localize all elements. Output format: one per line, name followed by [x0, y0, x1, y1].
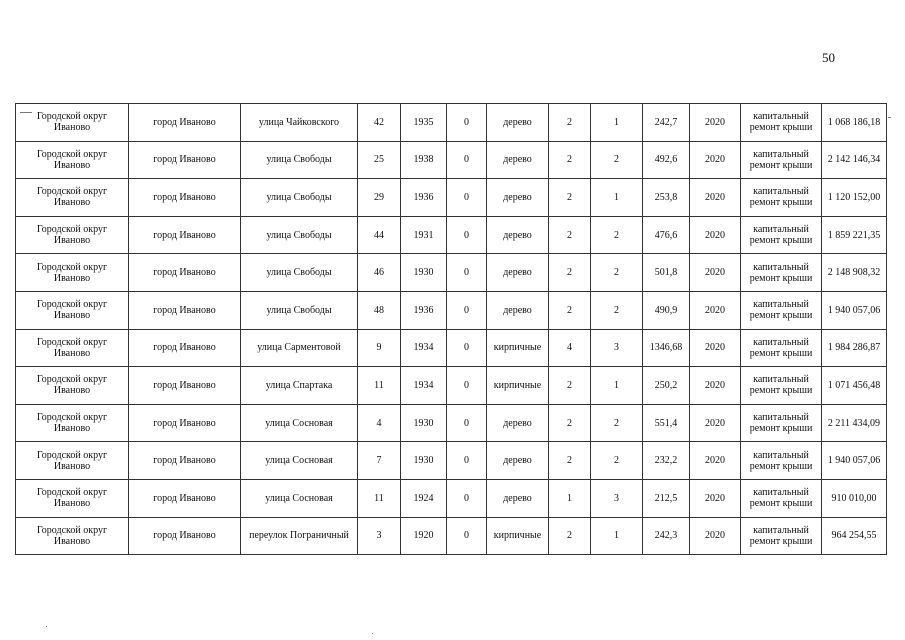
cell-area: 242,3	[643, 517, 690, 555]
cell-house-number: 3	[358, 517, 401, 555]
cell-plan-year: 2020	[690, 216, 741, 254]
cell-wall-material: дерево	[487, 141, 549, 179]
cell-zero: 0	[447, 104, 487, 142]
table-row	[16, 254, 887, 292]
cell-house-number: 9	[358, 329, 401, 367]
cell-entrances: 3	[591, 479, 643, 517]
cell-district: Городской округ Иваново	[16, 329, 129, 367]
table-body	[16, 104, 887, 555]
cell-locality: город Иваново	[129, 517, 241, 555]
cell-street: улица Сосновая	[241, 479, 358, 517]
cell-house-number: 29	[358, 179, 401, 217]
cell-area: 492,6	[643, 141, 690, 179]
cell-work-type: капитальный ремонт крыши	[741, 404, 822, 442]
cell-locality: город Иваново	[129, 179, 241, 217]
cell-house-number: 46	[358, 254, 401, 292]
cell-district: Городской округ Иваново	[16, 104, 129, 142]
cell-locality: город Иваново	[129, 329, 241, 367]
cell-area: 501,8	[643, 254, 690, 292]
cell-wall-material: дерево	[487, 479, 549, 517]
cell-district: Городской округ Иваново	[16, 141, 129, 179]
cell-build-year: 1930	[401, 254, 447, 292]
cell-district: Городской округ Иваново	[16, 479, 129, 517]
scan-speck	[46, 626, 47, 627]
cell-work-type: капитальный ремонт крыши	[741, 329, 822, 367]
cell-work-type: капитальный ремонт крыши	[741, 291, 822, 329]
table-row	[16, 442, 887, 480]
cell-district: Городской округ Иваново	[16, 517, 129, 555]
cell-house-number: 11	[358, 367, 401, 405]
cell-floors: 1	[549, 479, 591, 517]
cell-amount: 910 010,00	[822, 479, 887, 517]
cell-wall-material: кирпичные	[487, 517, 549, 555]
cell-district: Городской округ Иваново	[16, 216, 129, 254]
cell-wall-material: дерево	[487, 404, 549, 442]
cell-wall-material: кирпичные	[487, 329, 549, 367]
table-row	[16, 216, 887, 254]
cell-area: 250,2	[643, 367, 690, 405]
cell-entrances: 2	[591, 141, 643, 179]
cell-amount: 1 984 286,87	[822, 329, 887, 367]
cell-build-year: 1931	[401, 216, 447, 254]
cell-floors: 2	[549, 216, 591, 254]
cell-amount: 2 148 908,32	[822, 254, 887, 292]
cell-wall-material: дерево	[487, 254, 549, 292]
cell-floors: 4	[549, 329, 591, 367]
cell-amount: 964 254,55	[822, 517, 887, 555]
cell-plan-year: 2020	[690, 254, 741, 292]
cell-zero: 0	[447, 141, 487, 179]
cell-district: Городской округ Иваново	[16, 442, 129, 480]
cell-amount: 1 859 221,35	[822, 216, 887, 254]
cell-zero: 0	[447, 216, 487, 254]
cell-entrances: 2	[591, 404, 643, 442]
scan-speck	[20, 112, 32, 113]
cell-area: 253,8	[643, 179, 690, 217]
cell-house-number: 7	[358, 442, 401, 480]
cell-floors: 2	[549, 517, 591, 555]
cell-area: 490,9	[643, 291, 690, 329]
cell-area: 476,6	[643, 216, 690, 254]
cell-amount: 1 120 152,00	[822, 179, 887, 217]
table-row	[16, 404, 887, 442]
cell-district: Городской округ Иваново	[16, 367, 129, 405]
cell-build-year: 1935	[401, 104, 447, 142]
cell-area: 1346,68	[643, 329, 690, 367]
cell-plan-year: 2020	[690, 179, 741, 217]
cell-zero: 0	[447, 517, 487, 555]
cell-locality: город Иваново	[129, 291, 241, 329]
cell-plan-year: 2020	[690, 479, 741, 517]
cell-entrances: 2	[591, 291, 643, 329]
cell-house-number: 25	[358, 141, 401, 179]
cell-area: 242,7	[643, 104, 690, 142]
cell-amount: 1 068 186,18	[822, 104, 887, 142]
table-row	[16, 104, 887, 142]
cell-street: улица Свободы	[241, 291, 358, 329]
cell-house-number: 11	[358, 479, 401, 517]
cell-floors: 2	[549, 442, 591, 480]
cell-district: Городской округ Иваново	[16, 254, 129, 292]
cell-street: улица Свободы	[241, 141, 358, 179]
table-row	[16, 141, 887, 179]
cell-locality: город Иваново	[129, 367, 241, 405]
cell-plan-year: 2020	[690, 367, 741, 405]
cell-street: улица Сарментовой	[241, 329, 358, 367]
cell-amount: 2 211 434,09	[822, 404, 887, 442]
cell-work-type: капитальный ремонт крыши	[741, 479, 822, 517]
cell-street: переулок Пограничный	[241, 517, 358, 555]
cell-build-year: 1930	[401, 442, 447, 480]
cell-floors: 2	[549, 404, 591, 442]
table-row	[16, 479, 887, 517]
cell-locality: город Иваново	[129, 404, 241, 442]
cell-zero: 0	[447, 479, 487, 517]
cell-entrances: 2	[591, 254, 643, 292]
cell-street: улица Свободы	[241, 216, 358, 254]
cell-amount: 2 142 146,34	[822, 141, 887, 179]
table-row	[16, 329, 887, 367]
cell-entrances: 1	[591, 367, 643, 405]
cell-wall-material: дерево	[487, 442, 549, 480]
cell-floors: 2	[549, 254, 591, 292]
cell-zero: 0	[447, 179, 487, 217]
cell-district: Городской округ Иваново	[16, 179, 129, 217]
cell-street: улица Сосновая	[241, 442, 358, 480]
cell-amount: 1 940 057,06	[822, 291, 887, 329]
table-row	[16, 517, 887, 555]
cell-build-year: 1936	[401, 291, 447, 329]
cell-wall-material: дерево	[487, 216, 549, 254]
cell-plan-year: 2020	[690, 291, 741, 329]
cell-plan-year: 2020	[690, 442, 741, 480]
cell-locality: город Иваново	[129, 479, 241, 517]
table-row	[16, 291, 887, 329]
cell-work-type: капитальный ремонт крыши	[741, 517, 822, 555]
cell-work-type: капитальный ремонт крыши	[741, 442, 822, 480]
cell-entrances: 1	[591, 104, 643, 142]
cell-zero: 0	[447, 254, 487, 292]
cell-wall-material: дерево	[487, 104, 549, 142]
cell-floors: 2	[549, 367, 591, 405]
cell-build-year: 1924	[401, 479, 447, 517]
cell-zero: 0	[447, 367, 487, 405]
cell-district: Городской округ Иваново	[16, 291, 129, 329]
cell-wall-material: кирпичные	[487, 367, 549, 405]
cell-district: Городской округ Иваново	[16, 404, 129, 442]
cell-street: улица Чайковского	[241, 104, 358, 142]
cell-work-type: капитальный ремонт крыши	[741, 216, 822, 254]
cell-entrances: 3	[591, 329, 643, 367]
cell-build-year: 1934	[401, 367, 447, 405]
cell-zero: 0	[447, 442, 487, 480]
cell-street: улица Спартака	[241, 367, 358, 405]
cell-work-type: капитальный ремонт крыши	[741, 104, 822, 142]
cell-zero: 0	[447, 291, 487, 329]
cell-plan-year: 2020	[690, 404, 741, 442]
scan-speck	[372, 633, 373, 634]
cell-house-number: 4	[358, 404, 401, 442]
cell-wall-material: дерево	[487, 179, 549, 217]
cell-plan-year: 2020	[690, 141, 741, 179]
cell-work-type: капитальный ремонт крыши	[741, 367, 822, 405]
table-row	[16, 367, 887, 405]
cell-entrances: 1	[591, 179, 643, 217]
cell-build-year: 1938	[401, 141, 447, 179]
cell-plan-year: 2020	[690, 517, 741, 555]
cell-area: 232,2	[643, 442, 690, 480]
page-number: 50	[822, 50, 835, 65]
cell-locality: город Иваново	[129, 141, 241, 179]
cell-area: 551,4	[643, 404, 690, 442]
cell-wall-material: дерево	[487, 291, 549, 329]
cell-work-type: капитальный ремонт крыши	[741, 179, 822, 217]
cell-work-type: капитальный ремонт крыши	[741, 141, 822, 179]
cell-entrances: 2	[591, 442, 643, 480]
cell-plan-year: 2020	[690, 104, 741, 142]
cell-locality: город Иваново	[129, 254, 241, 292]
housing-repair-table	[15, 103, 887, 555]
cell-locality: город Иваново	[129, 442, 241, 480]
cell-street: улица Сосновая	[241, 404, 358, 442]
cell-street: улица Свободы	[241, 179, 358, 217]
cell-build-year: 1920	[401, 517, 447, 555]
cell-area: 212,5	[643, 479, 690, 517]
cell-entrances: 2	[591, 216, 643, 254]
cell-build-year: 1936	[401, 179, 447, 217]
cell-locality: город Иваново	[129, 216, 241, 254]
cell-floors: 2	[549, 141, 591, 179]
cell-house-number: 42	[358, 104, 401, 142]
cell-work-type: капитальный ремонт крыши	[741, 254, 822, 292]
cell-zero: 0	[447, 329, 487, 367]
cell-locality: город Иваново	[129, 104, 241, 142]
cell-floors: 2	[549, 104, 591, 142]
table-row	[16, 179, 887, 217]
cell-amount: 1 071 456,48	[822, 367, 887, 405]
cell-house-number: 48	[358, 291, 401, 329]
cell-entrances: 1	[591, 517, 643, 555]
scan-speck	[888, 117, 891, 118]
cell-floors: 2	[549, 291, 591, 329]
cell-zero: 0	[447, 404, 487, 442]
cell-build-year: 1930	[401, 404, 447, 442]
cell-plan-year: 2020	[690, 329, 741, 367]
cell-build-year: 1934	[401, 329, 447, 367]
cell-amount: 1 940 057,06	[822, 442, 887, 480]
cell-house-number: 44	[358, 216, 401, 254]
cell-floors: 2	[549, 179, 591, 217]
cell-street: улица Свободы	[241, 254, 358, 292]
